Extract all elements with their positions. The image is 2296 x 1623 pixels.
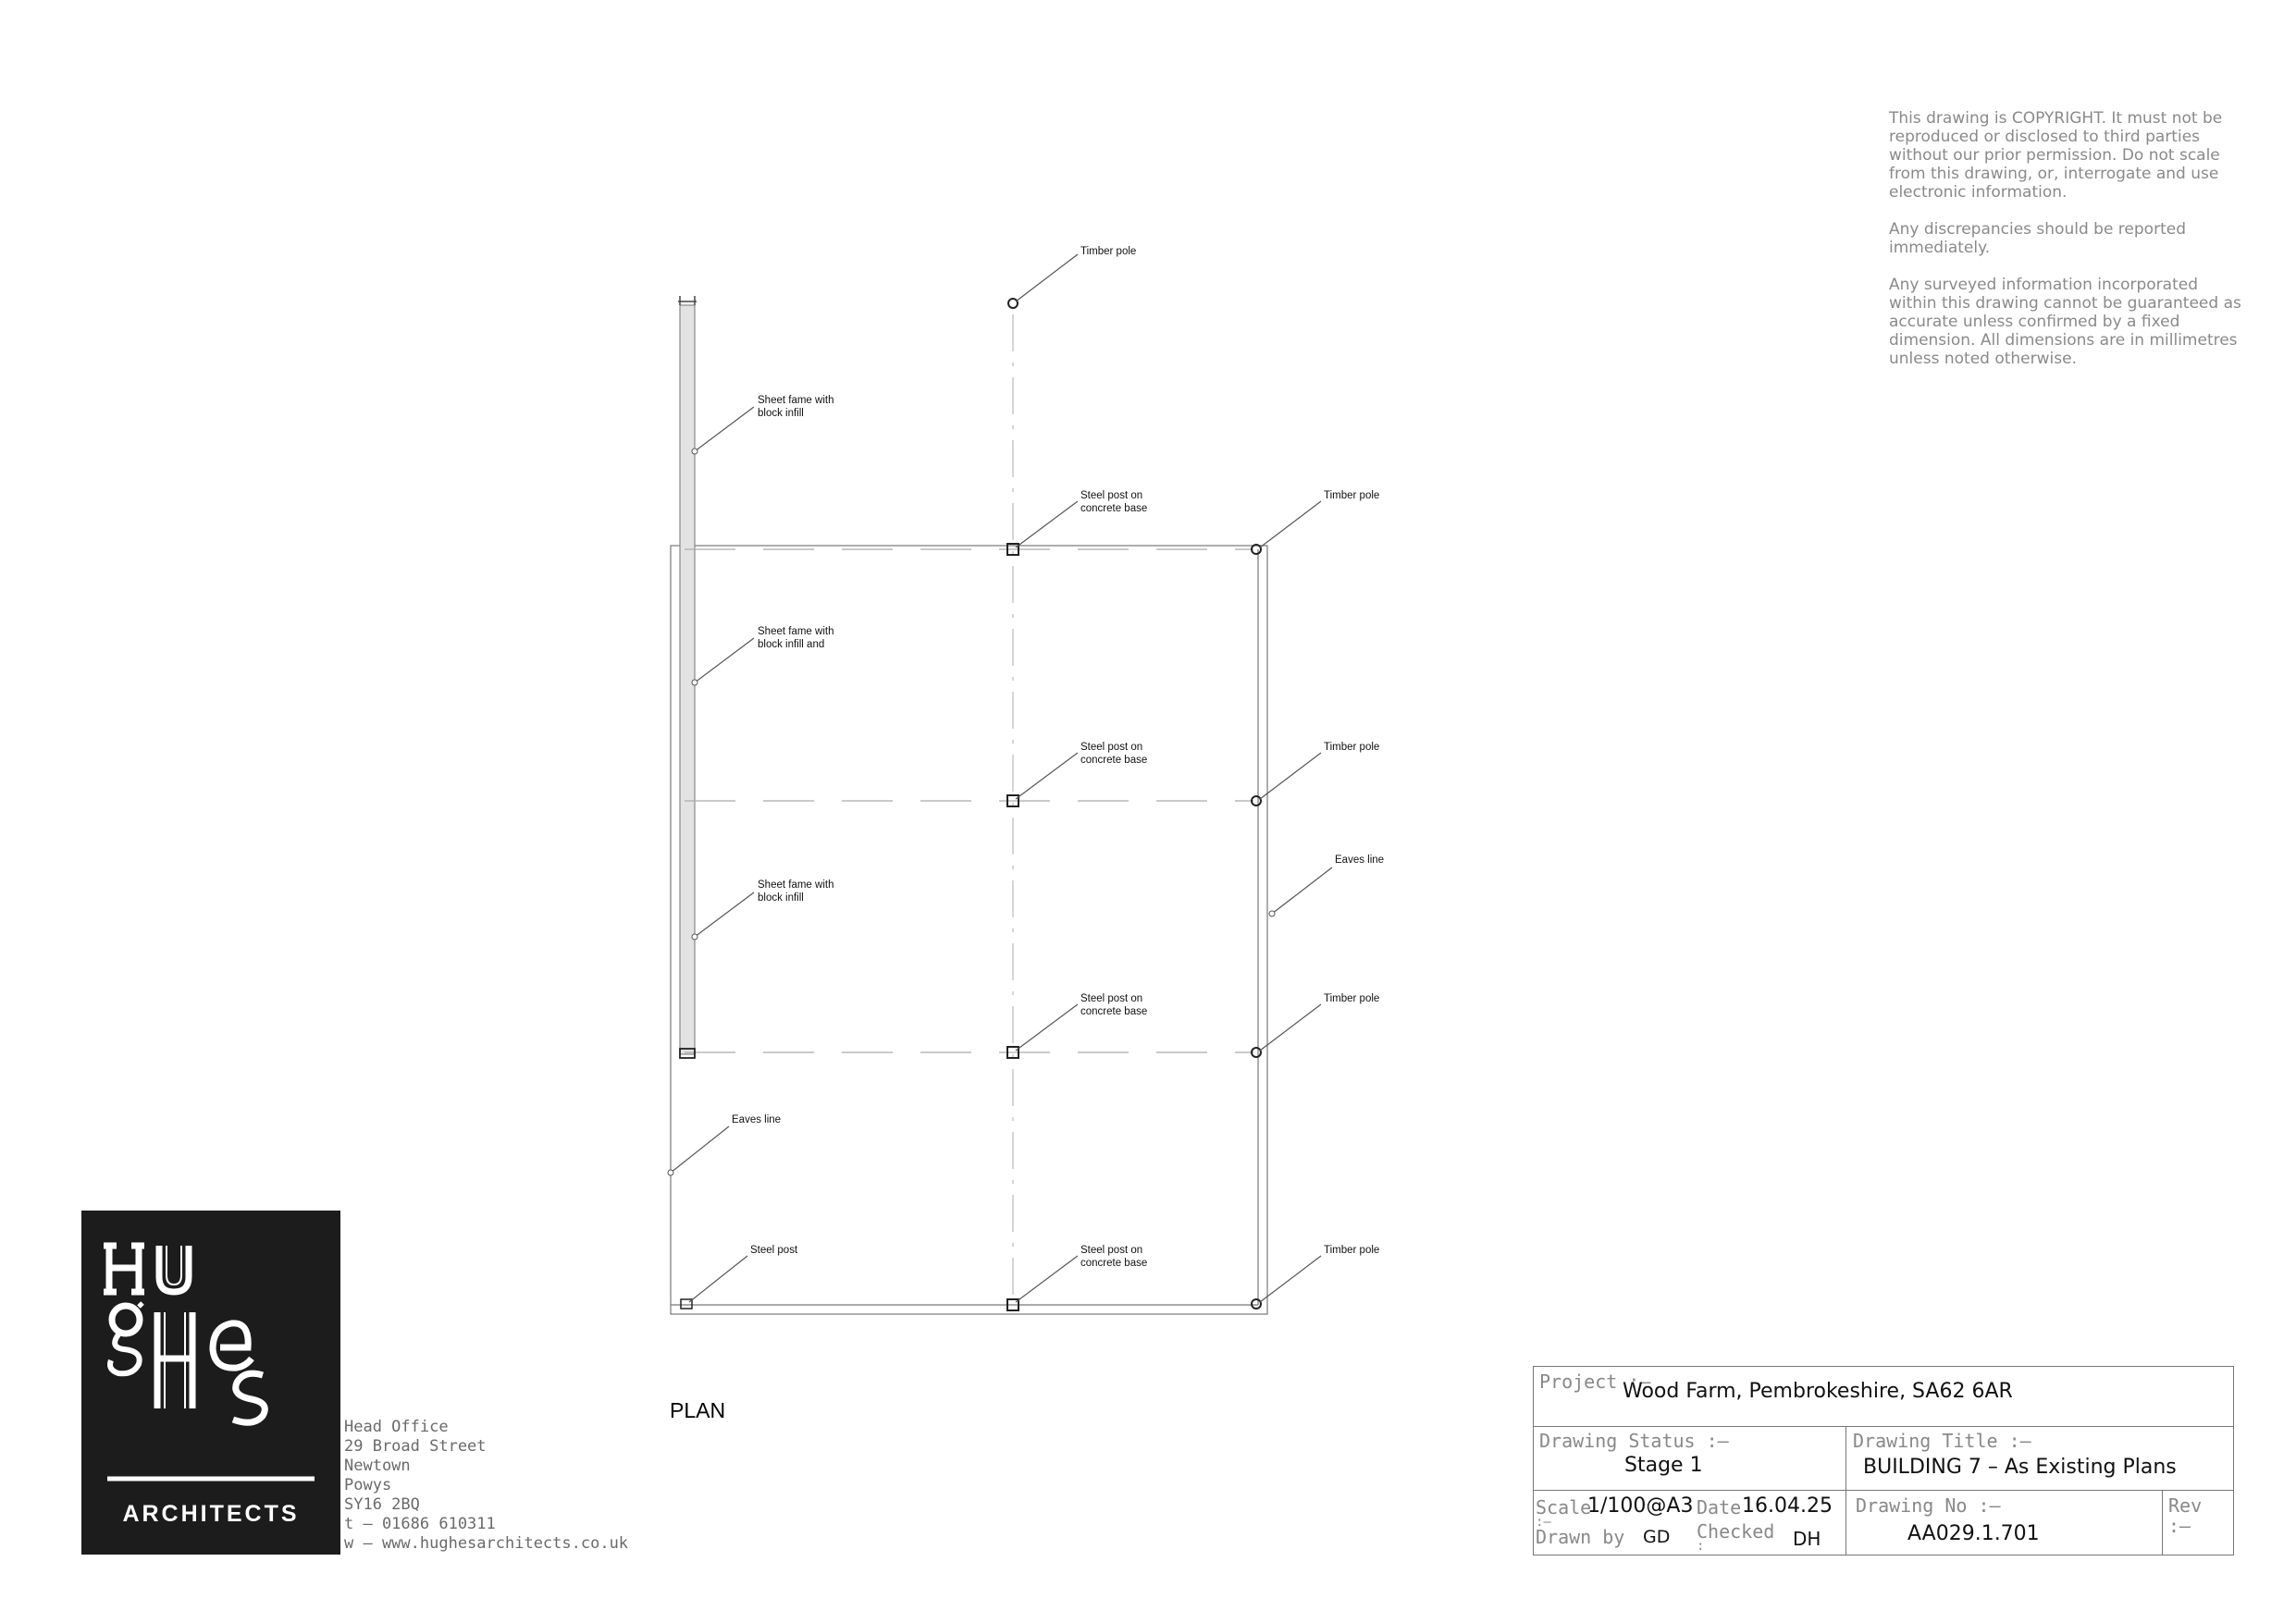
leader-dot xyxy=(692,934,697,940)
discrepancies-paragraph: Any discrepancies should be reported immediately. xyxy=(1889,220,2186,257)
callout-steel-post-on-base: Steel post on xyxy=(1080,742,1143,753)
drawing-status-label: Drawing Status :– xyxy=(1539,1430,1729,1452)
callout-timber-pole: Timber pole xyxy=(1324,490,1380,501)
callout-steel-post-on-base: concrete base xyxy=(1080,1006,1148,1017)
drawn-by-label: Drawn by xyxy=(1536,1526,1625,1548)
callout-timber-pole: Timber pole xyxy=(1324,1245,1380,1256)
left-wall-sheet-frame xyxy=(680,305,695,1054)
logo-lettering xyxy=(81,1211,340,1555)
plan-title: PLAN xyxy=(670,1398,726,1422)
office-line: Head Office xyxy=(344,1418,449,1436)
callout-sheet-frame: block infill xyxy=(758,408,804,419)
leader-dot xyxy=(692,449,697,454)
callout-sheet-frame: Sheet fame with xyxy=(758,879,834,891)
checked-label: Checked xyxy=(1697,1520,1775,1543)
leader-line xyxy=(1260,1256,1321,1302)
copyright-paragraph: This drawing is COPYRIGHT. It must not be reproduced or disclosed to third parties without our prior permission. Do not scale from this drawing, or, interrogate and use electronic information. xyxy=(1889,109,2223,202)
office-website: w – www.hughesarchitects.co.uk xyxy=(344,1534,629,1553)
leader-dot xyxy=(1269,911,1275,916)
callout-timber-pole: Timber pole xyxy=(1324,742,1380,753)
scale-suffix: :– xyxy=(1536,1515,1551,1530)
drawing-number-value: AA029.1.701 xyxy=(1907,1522,2040,1545)
logo-architects-text: ARCHITECTS xyxy=(122,1501,300,1527)
leader-line xyxy=(1016,1256,1078,1302)
leader-line xyxy=(695,407,754,451)
office-line: Newtown xyxy=(344,1457,411,1475)
callout-sheet-frame: Sheet fame with xyxy=(758,395,834,406)
leader-line xyxy=(1016,501,1078,547)
callout-steel-post-on-base: concrete base xyxy=(1080,503,1148,514)
leader-line xyxy=(1260,501,1321,547)
callout-eaves-line: Eaves line xyxy=(732,1114,782,1125)
title-block xyxy=(1533,1366,2234,1555)
date-label: Date xyxy=(1697,1496,1742,1518)
timber-pole-marker xyxy=(1252,1299,1261,1309)
surveyed-info-paragraph: Any surveyed information incorporated within this drawing cannot be guaranteed as accurate unless confirmed by a fixed dimension. All dimensions are in millimetres unless noted otherwise. xyxy=(1889,276,2241,368)
drawing-status-value: Stage 1 xyxy=(1624,1454,1703,1477)
callout-timber-pole: Timber pole xyxy=(1324,993,1380,1004)
callout-steel-post-on-base: Steel post on xyxy=(1080,993,1143,1004)
leader-line xyxy=(1016,1004,1078,1051)
scale-value: 1/100@A3 xyxy=(1587,1494,1694,1518)
leader-line xyxy=(1260,753,1321,799)
callout-sheet-frame: Sheet fame with xyxy=(758,626,834,637)
callout-steel-post-on-base: concrete base xyxy=(1080,755,1148,766)
leader-dot xyxy=(668,1170,673,1175)
revision-label: Rev xyxy=(2168,1494,2203,1517)
eaves-outline xyxy=(671,546,1267,1314)
callout-steel-post-on-base: concrete base xyxy=(1080,1258,1148,1269)
drawing-title-value: BUILDING 7 – As Existing Plans xyxy=(1863,1456,2177,1479)
office-line: Powys xyxy=(344,1476,392,1494)
drawing-title-label: Drawing Title :– xyxy=(1853,1430,2031,1452)
office-phone: t – 01686 610311 xyxy=(344,1515,496,1533)
drawn-by-value: GD xyxy=(1643,1527,1671,1547)
checked-suffix: : xyxy=(1697,1539,1705,1554)
callout-sheet-frame: block infill xyxy=(758,892,804,904)
callout-eaves-line: Eaves line xyxy=(1335,855,1385,866)
checked-value: DH xyxy=(1793,1528,1821,1550)
callout-steel-post-on-base: Steel post on xyxy=(1080,1245,1143,1256)
date-value: 16.04.25 xyxy=(1742,1494,1833,1518)
callout-steel-post: Steel post xyxy=(750,1245,798,1256)
office-address xyxy=(344,1418,628,1554)
callout-timber-pole: Timber pole xyxy=(1080,246,1137,257)
office-line: 29 Broad Street xyxy=(344,1437,487,1456)
scale-label: Scale xyxy=(1536,1496,1592,1518)
callout-sheet-frame: block infill and xyxy=(758,639,825,650)
leader-line xyxy=(695,638,754,682)
leader-line xyxy=(1260,1004,1321,1051)
project-label: Project :– xyxy=(1539,1371,1651,1393)
leader-line xyxy=(1016,254,1078,301)
leader-line xyxy=(1272,867,1332,914)
leader-line xyxy=(1016,753,1078,799)
leader-line xyxy=(689,1256,747,1302)
hughes-architects-logo xyxy=(81,1211,340,1555)
callout-steel-post-on-base: Steel post on xyxy=(1080,490,1143,501)
leader-line xyxy=(695,892,754,937)
office-line: SY16 2BQ xyxy=(344,1495,420,1514)
drawing-number-label: Drawing No :– xyxy=(1856,1494,2001,1517)
revision-value: :– xyxy=(2168,1515,2191,1537)
project-value: Wood Farm, Pembrokeshire, SA62 6AR xyxy=(1623,1380,2013,1403)
leader-dot xyxy=(692,680,697,685)
leader-line xyxy=(671,1126,729,1173)
timber-pole-marker xyxy=(1008,299,1018,308)
